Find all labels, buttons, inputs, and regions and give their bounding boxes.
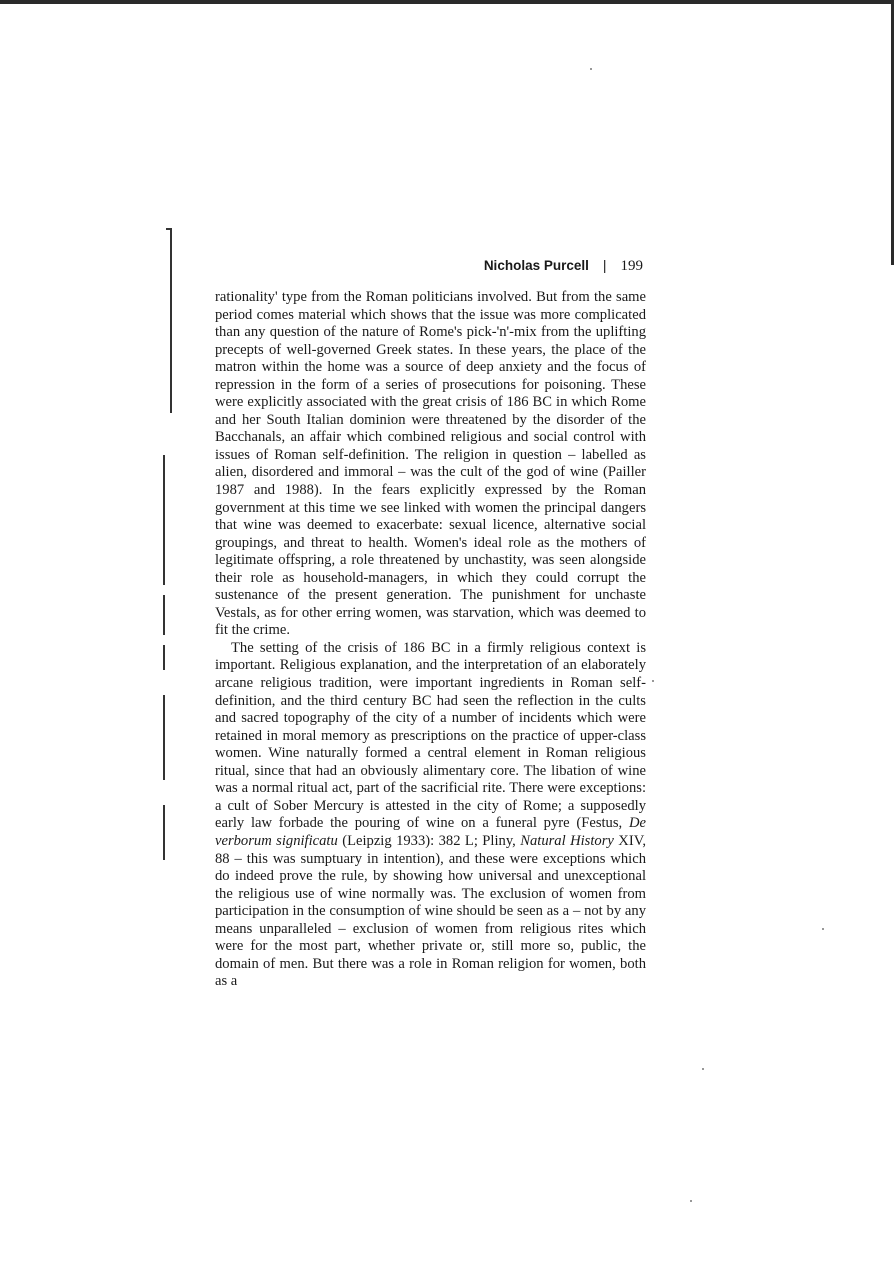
margin-mark	[163, 645, 165, 670]
book-title: Natural History	[520, 832, 614, 849]
page-number: 199	[620, 258, 643, 274]
dust-speck	[652, 680, 654, 682]
margin-mark	[163, 455, 165, 585]
scan-edge-top	[0, 0, 894, 4]
paragraph	[215, 289, 646, 640]
running-head	[300, 257, 643, 275]
paragraph	[215, 640, 646, 991]
margin-mark	[166, 228, 171, 230]
dust-speck	[822, 928, 824, 930]
text-run: The setting of the crisis of 186 BC in a firmly religious context is important. Religious explanation, and the interpretation of an elaborately arcane religious tradition, were important ingredients in Roman self-definition, and the third century BC had seen the reflection in the cults and sacred topography of the city of a number of incidents which were retained in moral memory as prescriptions on the practice of upper-class women. Wine naturally formed a central element in Roman religious ritual, since that had an obviously alimentary core. The libation of wine was a normal ritual act, part of the sacrificial rite. There were exceptions: a cult of Sober Mercury is attested in the city of Rome; a supposedly early law forbade the pouring of wine on a funeral pyre (Festus,	[215, 639, 646, 832]
body-text	[215, 289, 646, 991]
margin-mark	[163, 805, 165, 860]
book-title: De verborum significatu	[215, 815, 646, 849]
margin-mark	[170, 228, 172, 413]
dust-speck	[690, 1200, 692, 1202]
dust-speck	[702, 1068, 704, 1070]
author-name: Nicholas Purcell	[483, 258, 589, 273]
text-run: rationality' type from the Roman politicians involved. But from the same period comes material which shows that the issue was more complicated than any question of the nature of Rome's pick-'n'-mix from the uplifting precepts of well-governed Greek states. In these years, the place of the matron within the home was a source of deep anxiety and the focus of repression in the form of a series of prosecutions for poisoning. These were explicitly associated with the great crisis of 186 BC in which Rome and her South Italian dominion were threatened by the disorder of the Bacchanals, an affair which combined religious and social control with issues of Roman self-definition. The religion in question – labelled as alien, disordered and immoral – was the cult of the god of wine (Pailler 1987 and 1988). In the fears explicitly expressed by the Roman government at this time we see linked with women the principal dangers that wine was deemed to exacerbate: sexual licence, alternative social groupings, and threat to health. Women's ideal role as the mothers of legitimate offspring, a role threatened by unchastity, was seen alongside their role as household-managers, in which they could corrupt the sustenance of the present generation. The punishment for unchaste Vestals, as for other erring women, was starvation, which was deemed to fit the crime.	[215, 289, 646, 639]
text-run: XIV, 88 – this was sumptuary in intention), and these were exceptions which do indeed prove the rule, by showing how universal and unexceptional the religious use of wine normally was. The exclusion of women from participation in the consumption of wine should be seen as a – not by any means unparalleled – exclusion of women from religious rites which were for the most part, whether private or, still more so, public, the domain of men. But there was a role in Roman religion for women, both as a	[215, 832, 647, 990]
text-run: (Leipzig 1933): 382 L; Pliny,	[337, 832, 521, 849]
header-separator: |	[602, 257, 607, 273]
dust-speck	[590, 68, 592, 70]
margin-mark	[163, 595, 165, 635]
margin-mark	[163, 695, 165, 780]
